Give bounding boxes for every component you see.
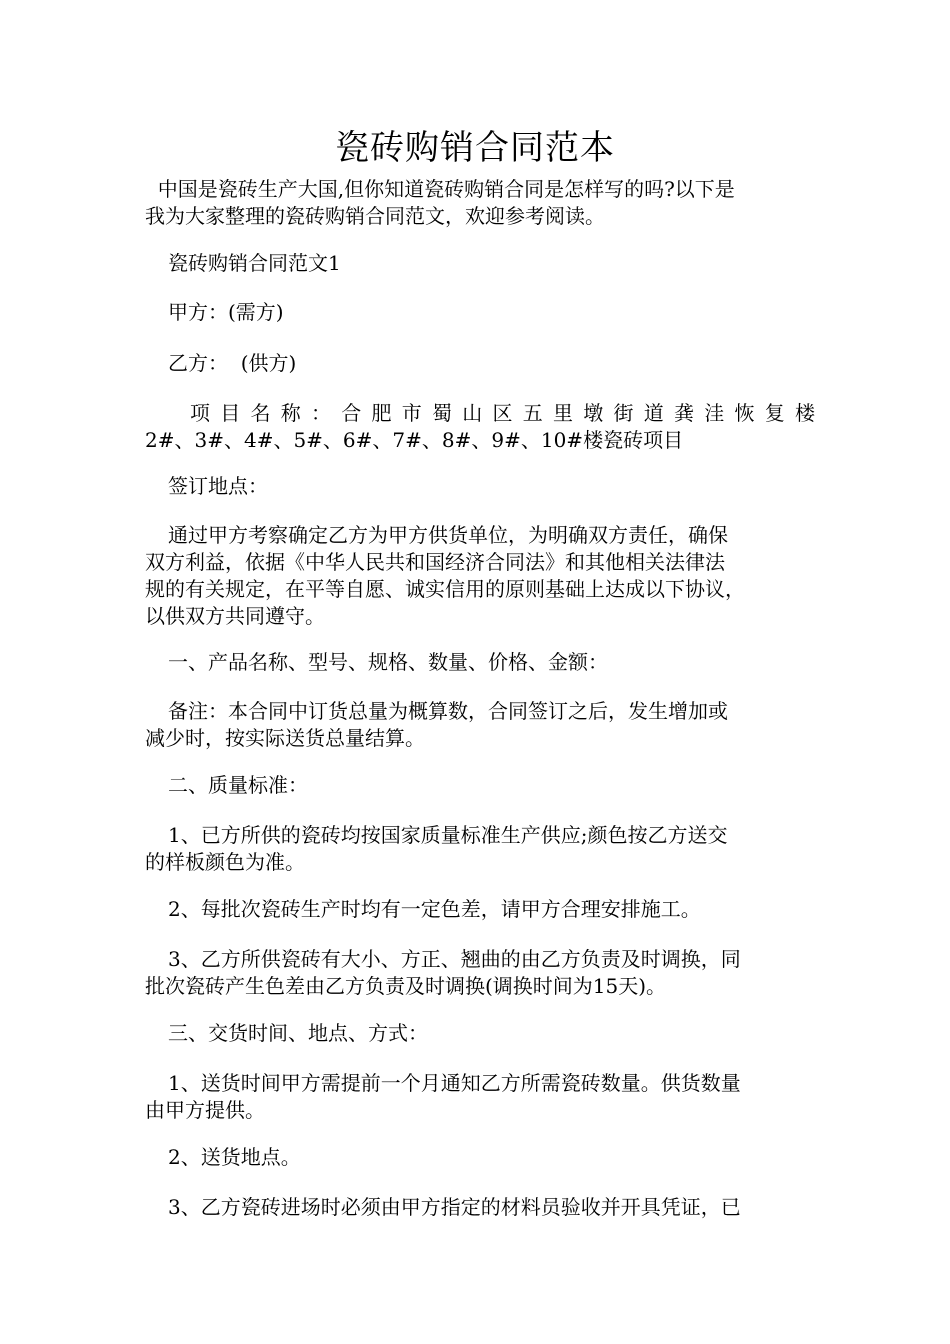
clause-1-heading: 一、产品名称、型号、规格、数量、价格、金额：: [168, 650, 608, 674]
project-name-char: 洼: [704, 401, 725, 425]
project-name-char: 山: [462, 401, 483, 425]
project-name-char: 楼: [795, 401, 815, 425]
project-name-line-2: 2#、3#、4#、5#、6#、7#、8#、9#、10#楼瓷砖项目: [145, 428, 684, 452]
note-line-1: 备注：本合同中订货总量为概算数，合同签订之后，发生增加或: [168, 699, 728, 723]
project-name-char: 市: [401, 401, 422, 425]
quality-item-3-line-2: 批次瓷砖产生色差由乙方负责及时调换(调换时间为15天)。: [145, 974, 667, 998]
project-name-char: 肥: [371, 401, 392, 425]
project-name-char: 项: [190, 401, 210, 425]
project-name-char: 龚: [674, 401, 694, 425]
quality-item-2: 2、每批次瓷砖生产时均有一定色差，请甲方合理安排施工。: [168, 897, 701, 921]
delivery-item-1-line-2: 由甲方提供。: [145, 1098, 265, 1122]
quality-item-1-line-2: 的样板颜色为准。: [145, 850, 305, 874]
project-name-char: 墩: [583, 401, 604, 425]
project-name-char: 名: [250, 401, 271, 425]
delivery-item-2: 2、送货地点。: [168, 1145, 301, 1169]
project-name-paragraph: [145, 400, 815, 454]
party-b: 乙方： (供方): [168, 351, 297, 375]
project-name-char: 复: [764, 401, 785, 425]
quality-item-3: [145, 946, 815, 1000]
preamble-line-2: 双方利益，依据《中华人民共和国经济合同法》和其他相关法律法: [145, 550, 725, 574]
delivery-item-3: 3、乙方瓷砖进场时必须由甲方指定的材料员验收并开具凭证，已: [168, 1195, 741, 1219]
project-name-char: 称: [280, 401, 301, 425]
note-paragraph: [145, 698, 815, 752]
project-name-char: 合: [341, 401, 362, 425]
project-name-char: 道: [643, 401, 664, 425]
intro-line-2: 我为大家整理的瓷砖购销合同范文，欢迎参考阅读。: [145, 204, 605, 228]
project-name-char: 恢: [734, 401, 755, 425]
delivery-item-1-line-1: 1、送货时间甲方需提前一个月通知乙方所需瓷砖数量。供货数量: [168, 1071, 741, 1095]
project-name-char: 蜀: [432, 401, 452, 425]
quality-item-3-line-1: 3、乙方所供瓷砖有大小、方正、翘曲的由乙方负责及时调换，同: [168, 947, 741, 971]
delivery-item-1: [145, 1070, 815, 1124]
section-heading: 瓷砖购销合同范文1: [168, 251, 341, 275]
preamble-line-4: 以供双方共同遵守。: [145, 604, 325, 628]
document-title: 瓷砖购销合同范本: [335, 128, 615, 168]
clause-2-heading: 二、质量标准：: [168, 773, 308, 797]
intro-paragraph: [145, 176, 815, 230]
preamble-paragraph: [145, 522, 815, 630]
party-a: 甲方：(需方): [168, 300, 284, 324]
project-name-char: ：: [311, 401, 331, 425]
clause-3-heading: 三、交货时间、地点、方式：: [168, 1021, 428, 1045]
project-name-char: 目: [220, 401, 241, 425]
project-name-char: 里: [553, 401, 573, 425]
project-name-char: 五: [522, 401, 543, 425]
project-name-char: 街: [613, 401, 634, 425]
preamble-line-3: 规的有关规定，在平等自愿、诚实信用的原则基础上达成以下协议，: [145, 577, 745, 601]
quality-item-1: [145, 822, 815, 876]
project-name-char: 区: [492, 401, 513, 425]
preamble-line-1: 通过甲方考察确定乙方为甲方供货单位，为明确双方责任，确保: [168, 523, 728, 547]
note-line-2: 减少时，按实际送货总量结算。: [145, 726, 425, 750]
project-name-line-1: [145, 400, 815, 427]
quality-item-1-line-1: 1、已方所供的瓷砖均按国家质量标准生产供应;颜色按乙方送交: [168, 823, 728, 847]
intro-line-1: 中国是瓷砖生产大国,但你知道瓷砖购销合同是怎样写的吗?以下是: [145, 177, 735, 201]
signing-place: 签订地点：: [168, 474, 268, 498]
